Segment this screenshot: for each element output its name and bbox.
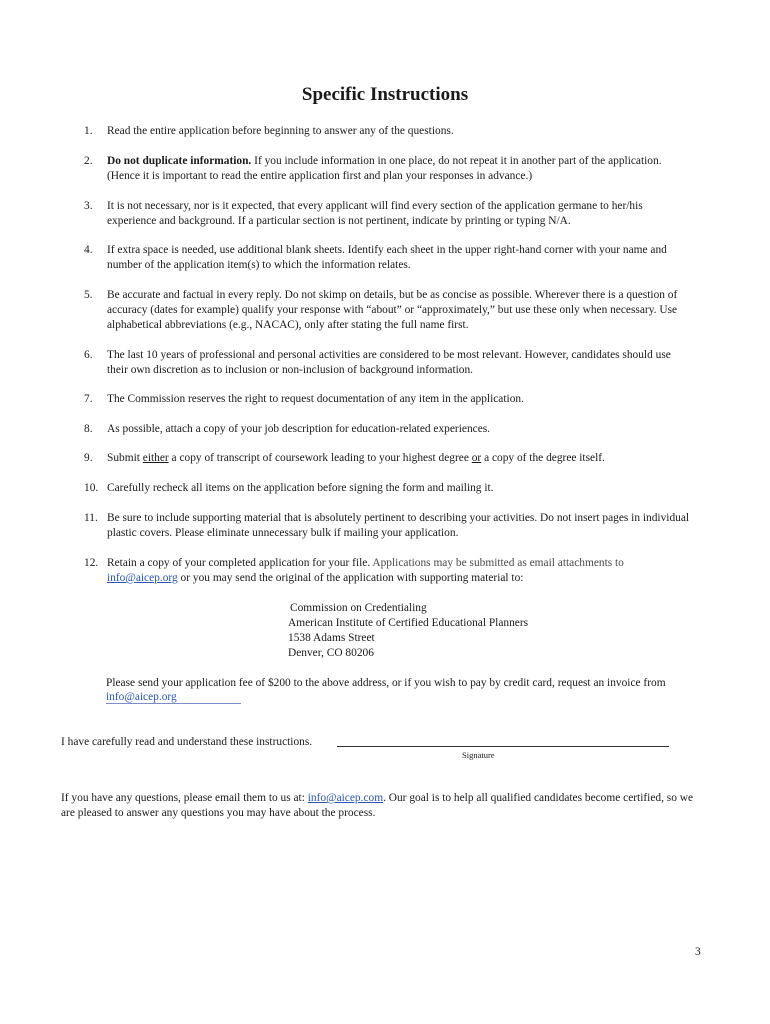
item-text: If extra space is needed, use additional blank sheets. Identify each sheet in the upper right-hand corner with your name and number of the application item(s) to which the information relates. — [107, 244, 667, 271]
fee-text: Please send your application fee of $200 to the above address, or if you wish to pay by credit card, request an invoice from — [106, 677, 666, 689]
item-number: 8. — [84, 423, 93, 435]
item-number: 7. — [84, 393, 93, 405]
item-number: 4. — [84, 244, 93, 256]
page-title: Specific Instructions — [301, 84, 469, 105]
email-link[interactable]: info@aicep.org — [107, 572, 178, 584]
item-text-part: or you may send the original of the application with supporting material to: — [177, 572, 524, 584]
item-number: 2. — [84, 155, 93, 167]
address-line: 1538 Adams Street — [288, 632, 375, 644]
item-number: 1. — [84, 125, 93, 137]
underlined-word-either: either — [142, 452, 169, 464]
item-text: Be sure to include supporting material that is absolutely pertinent to describing your activities. Do not insert pages in individual plastic covers. Please eliminate unnecessary bulk if mailing your application. — [107, 512, 690, 539]
fee-note — [106, 676, 666, 704]
address-line: Commission on Credentialing — [290, 602, 427, 614]
acknowledgement-text: I have carefully read and understand these instructions. — [61, 736, 313, 748]
signature-label: Signature — [462, 750, 495, 760]
item-number: 11. — [84, 512, 98, 524]
contact-paragraph — [61, 791, 701, 821]
item-number: 5. — [84, 289, 93, 301]
signature-line[interactable] — [337, 746, 669, 747]
contact-email-link[interactable]: info@aicep.com — [307, 792, 384, 804]
page-number: 3 — [695, 946, 701, 958]
item-text: The last 10 years of professional and personal activities are considered to be most relevant. However, candidates should use their own discretion as to inclusion or non-inclusion of background information. — [107, 349, 671, 376]
item-text-part: a copy of the degree itself. — [481, 452, 605, 464]
item-text: As possible, attach a copy of your job description for education-related experiences. — [107, 423, 491, 435]
contact-text: If you have any questions, please email them to us at: — [61, 792, 308, 804]
invoice-email-link[interactable]: info@aicep.org — [106, 691, 241, 704]
item-text: Be accurate and factual in every reply. Do not skimp on details, but be as concise as possible. Wherever there is a question of accuracy (dates for example) qualify your response with “about” or “approximately,” but use these only when necessary. Use alphabetical abbreviations (e.g., NACAC), only after stating the full name first. — [107, 289, 678, 331]
item-number: 3. — [84, 200, 93, 212]
item-text: The Commission reserves the right to request documentation of any item in the application. — [107, 393, 524, 405]
item-text — [107, 556, 692, 586]
item-text-part: Submit — [107, 452, 143, 464]
underlined-word-or: or — [471, 452, 482, 464]
item-text-part: Retain a copy of your completed application for your file. — [107, 557, 373, 569]
address-line: Denver, CO 80206 — [288, 647, 374, 659]
item-number: 10. — [84, 482, 99, 494]
item-text — [107, 154, 692, 184]
contact-text: . Our goal is to help all qualified candidates become certified, so we are pleased to answer any questions you may have about the process. — [61, 792, 694, 819]
item-text: Carefully recheck all items on the application before signing the form and mailing it. — [107, 482, 494, 494]
item-bold-lead: Do not duplicate information. — [107, 155, 252, 167]
item-text-muted: Applications may be submitted as email attachments to — [372, 557, 624, 569]
item-number: 9. — [84, 452, 93, 464]
item-text-part: a copy of transcript of coursework leading to your highest degree — [168, 452, 472, 464]
item-text: It is not necessary, nor is it expected, that every applicant will find every section of the application germane to her/his experience and background. If a particular section is not pertinent, indicate by printing or typing N/A. — [107, 200, 643, 227]
item-number: 6. — [84, 349, 93, 361]
mailing-address — [288, 601, 528, 661]
address-line: American Institute of Certified Educational Planners — [288, 617, 529, 629]
item-number: 12. — [84, 557, 99, 569]
item-text: Read the entire application before beginning to answer any of the questions. — [107, 125, 454, 137]
item-text — [107, 451, 692, 466]
item-text-rest: If you include information in one place, do not repeat it in another part of the application. (Hence it is important to read the entire application first and plan your responses in advance.) — [107, 155, 662, 182]
